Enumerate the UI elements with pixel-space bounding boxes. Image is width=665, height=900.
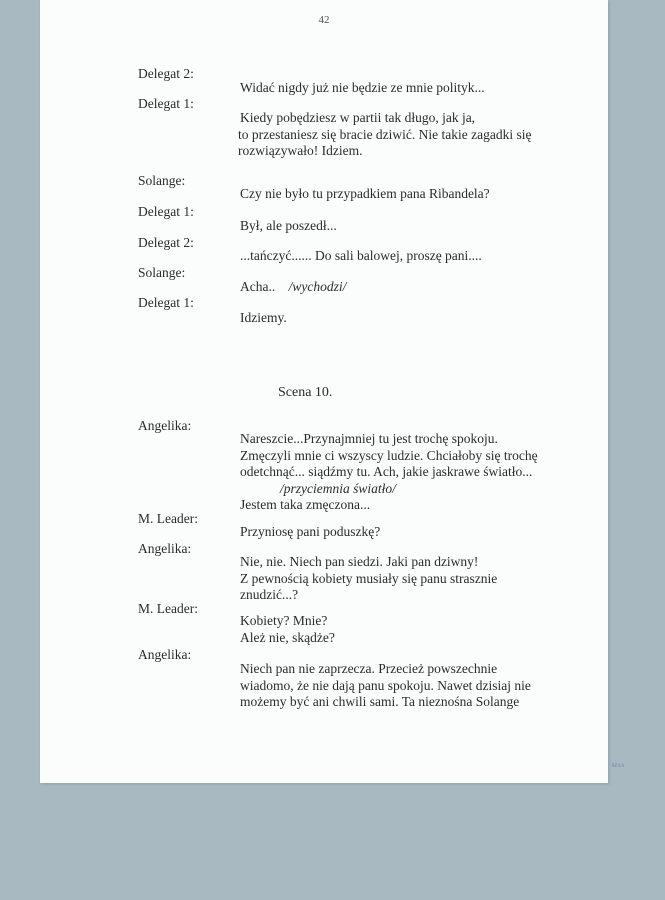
stage-direction: /wychodzi/ [288, 279, 347, 294]
dialogue-block: Kobiety? Mnie? Ależ nie, skądże? [240, 613, 335, 645]
speaker-label: Delegat 1: [138, 204, 194, 219]
stage-direction: /przyciemnia światło/ [280, 480, 396, 496]
speaker-label: Angelika: [138, 541, 192, 556]
speaker-label: Angelika: [138, 418, 192, 433]
dialogue-line: Idziemy. [240, 310, 287, 325]
dialogue-line: ...tańczyć...... Do sali balowej, proszę pani.... [240, 248, 482, 263]
handwritten-mark: ᴹᴬᴬ [611, 761, 624, 773]
dialogue-line: Był, ale poszedł... [240, 218, 337, 233]
dialogue-block: Nie, nie. Niech pan siedzi. Jaki pan dziwny! Z pewnością kobiety musiały się panu strasznie znudzić...? [240, 554, 498, 602]
speaker-label: Delegat 2: [138, 66, 194, 81]
speaker-label: Delegat 1: [138, 96, 194, 111]
dialogue-line: Widać nigdy już nie będzie ze mnie polityk... [240, 80, 485, 95]
speaker-label: M. Leader: [138, 601, 198, 616]
dialogue-block: Niech pan nie zaprzecza. Przecież powszechnie wiadomo, że nie dają panu spokoju. Nawet dzisiaj nie możemy być ani chwili sami. Ta nieznośna Solange [240, 661, 531, 709]
dialogue-line: Czy nie było tu przypadkiem pana Ribandela? [240, 186, 490, 201]
speaker-label: Delegat 1: [138, 295, 194, 310]
dialogue-line: Przyniosę pani poduszkę? [240, 524, 381, 539]
speaker-label: Angelika: [138, 647, 192, 662]
dialogue-block: Kiedy pobędziesz w partii tak długo, jak ja, to przestaniesz się bracie dziwić. Nie takie zagadki się rozwiązywało! Idziem. [238, 110, 532, 158]
dialogue-line [240, 279, 346, 296]
speaker-label: Solange: [138, 173, 186, 188]
speaker-label: Solange: [138, 265, 186, 280]
scene-heading: Scena 10. [278, 385, 333, 400]
speaker-label: M. Leader: [138, 511, 198, 526]
speaker-label: Delegat 2: [138, 235, 194, 250]
dialogue-block: Nareszcie...Przynajmniej tu jest trochę spokoju. Zmęczyli mnie ci wszyscy ludzie. Chciałoby się trochę odetchnąć... siądźmy tu. Ach, jakie jaskrawe światło... /przyciemnia światło/ Jestem taka zmęczona... [240, 431, 538, 512]
document-page [40, 0, 624, 783]
page-number: 42 [318, 14, 330, 26]
dialogue-text: Acha.. [240, 279, 276, 294]
